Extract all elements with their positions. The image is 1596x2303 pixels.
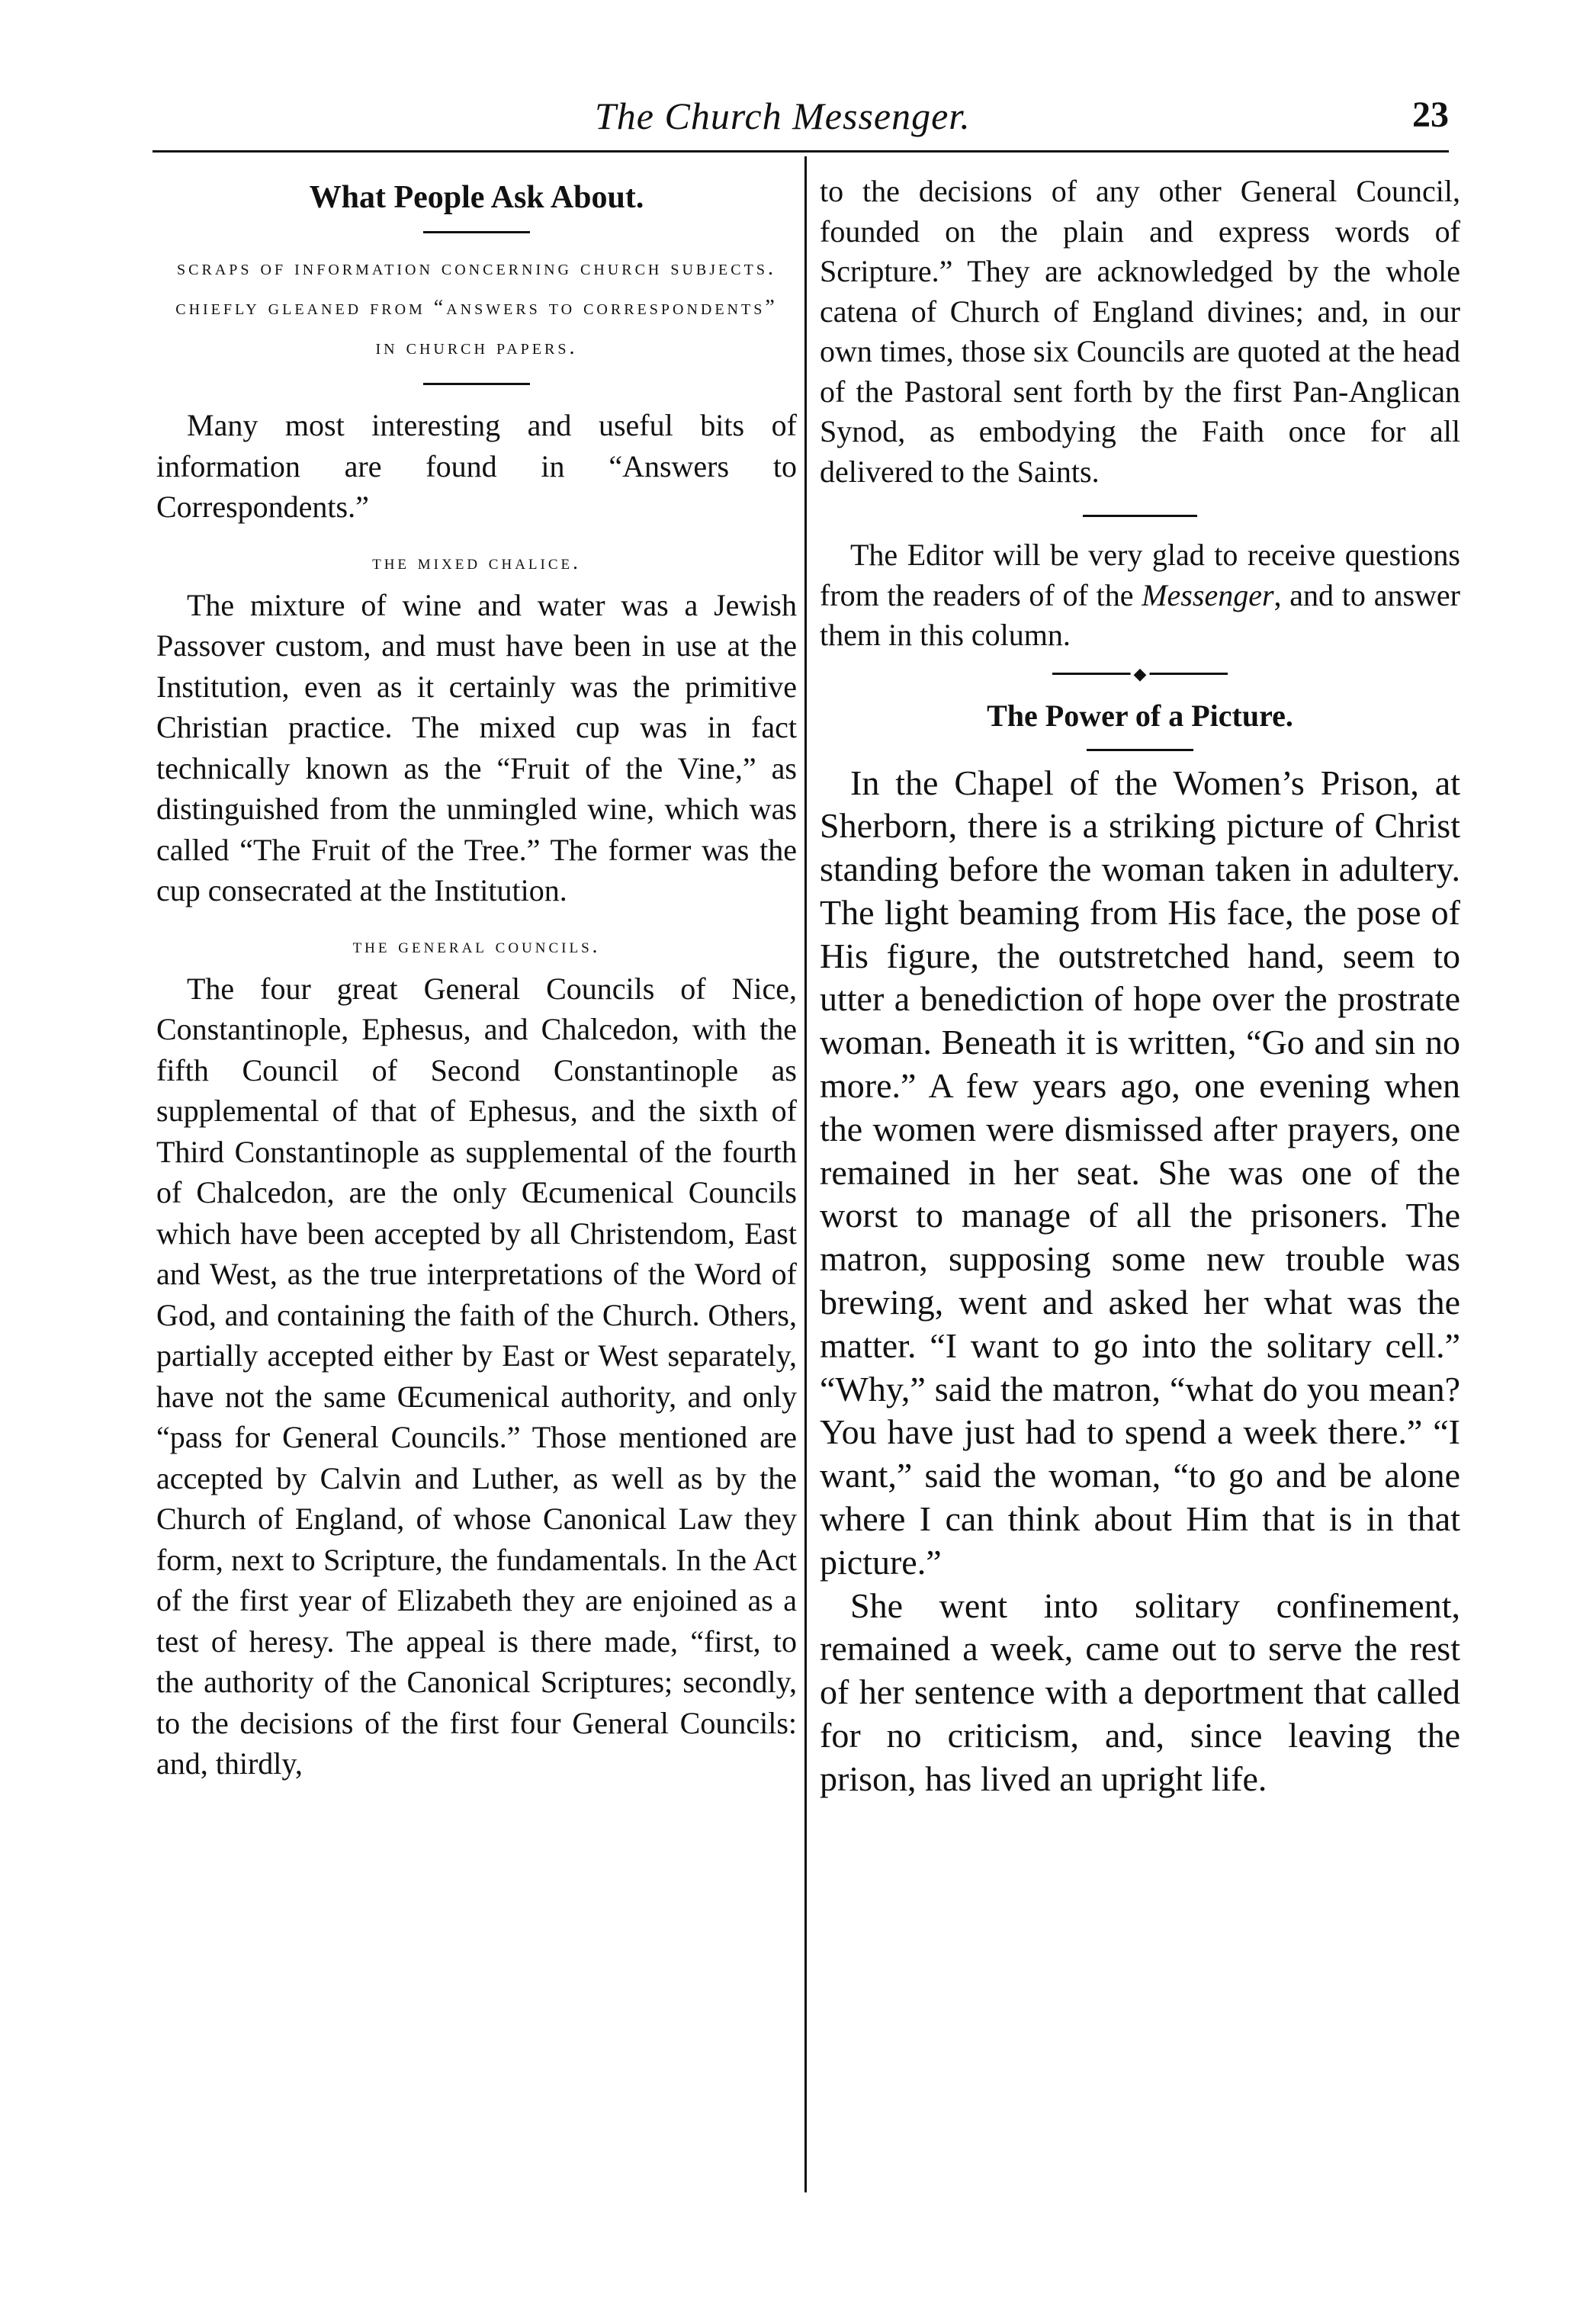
ornamental-rule bbox=[1052, 663, 1228, 683]
page-number: 23 bbox=[1412, 95, 1449, 135]
header-rule bbox=[153, 150, 1449, 153]
section-rule bbox=[1083, 515, 1197, 517]
councils-continued-paragraph: to the decisions of any other General Council, founded on the plain and express words of Scripture.” They are acknowledged by the whole catena of Church of England divines; and, in our own times, those six Councils are quoted at the head of the Pastoral sent forth by the first Pan-Anglican Synod, as embodying the Faith once for all delivered to the Saints. bbox=[820, 174, 1460, 489]
left-column bbox=[156, 172, 797, 1784]
editor-note bbox=[820, 535, 1460, 656]
intro-paragraph: Many most interesting and useful bits of information are found in “Answers to Correspondents.” bbox=[156, 408, 797, 524]
column-divider bbox=[804, 156, 807, 2192]
article-subtitle: scraps of information concerning church subjects. chiefly gleaned from “answers to correspondents” in church papers. bbox=[175, 256, 778, 359]
editor-note-text: The Editor will be very glad to receive questions from the readers of of the bbox=[820, 538, 1460, 612]
article-heading-power-of-picture: The Power of a Picture. bbox=[987, 698, 1293, 733]
short-rule bbox=[1087, 749, 1193, 751]
short-rule bbox=[423, 231, 530, 233]
story-paragraph-1: In the Chapel of the Women’s Prison, at Sherborn, there is a striking picture of Christ standing before the woman taken in adultery. The light beaming from His face, the pose of His figure, the outstretched hand, seem to utter a benediction of hope over the prostrate woman. Beneath it is written, “Go and sin no more.” A few years ago, one evening when the women were dismissed after prayers, one remained in her seat. She was one of the worst to manage of all the prisoners. The matron, supposing some new trouble was brewing, went and asked her what was the matter. “I want to go into the solitary cell.” “Why,” said the matron, “what do you mean? You have just had to spend a week there.” “I want,” said the woman, “to go and be alone where I can think about Him that is in that picture.” bbox=[820, 763, 1460, 1582]
mixed-chalice-paragraph: The mixture of wine and water was a Jewish Passover custom, and must have been in use at the Institution, even as it certainly was the primitive Christian practice. The mixed cup was in fact technically known as the “Fruit of the Vine,” as distinguished from the unmingled wine, which was called “The Fruit of the Tree.” The former was the cup consecrated at the Institution. bbox=[156, 587, 797, 907]
article-heading-what-people-ask: What People Ask About. bbox=[309, 180, 644, 215]
running-title: The Church Messenger. bbox=[595, 95, 971, 137]
right-column bbox=[820, 172, 1460, 1801]
editor-note-messenger: Messenger bbox=[1142, 577, 1274, 612]
editor-note-text-end: , and to answer them in this column. bbox=[820, 577, 1460, 652]
story-paragraph-2: She went into solitary confinement, remained a week, came out to serve the rest of her sentence with a deportment that called for no criticism, and, since leaving the prison, has lived an upright life. bbox=[820, 1585, 1460, 1798]
diamond-ornament-icon: ◆ bbox=[1131, 664, 1150, 684]
section-heading-mixed-chalice: the mixed chalice. bbox=[372, 550, 581, 573]
section-heading-general-councils: the general councils. bbox=[352, 933, 601, 957]
general-councils-paragraph: The four great General Councils of Nice, Constantinople, Ephesus, and Chalcedon, with the fifth Council of Second Constantinople as supplemental of that of Ephesus, and the sixth of Third Constantinople as supplemental of the fourth of Chalcedon, are the only Œcumenical Councils which have been accepted by all Christendom, East and West, as the true interpretations of the Word of God, and containing the faith of the Church. Others, partially accepted either by East or West separately, have not the same Œcumenical authority, and only “pass for General Councils.” Those mentioned are accepted by Calvin and Luther, as well as by the Church of England, of whose Canonical Law they form, next to Scripture, the fundamentals. In the Act of the first year of Elizabeth they are enjoined as a test of heresy. The appeal is there made, “first, to the authority of the Canonical Scriptures; secondly, to the decisions of the first four General Councils: and, thirdly, bbox=[156, 971, 797, 1781]
short-rule bbox=[423, 383, 530, 385]
page-header bbox=[153, 88, 1449, 156]
